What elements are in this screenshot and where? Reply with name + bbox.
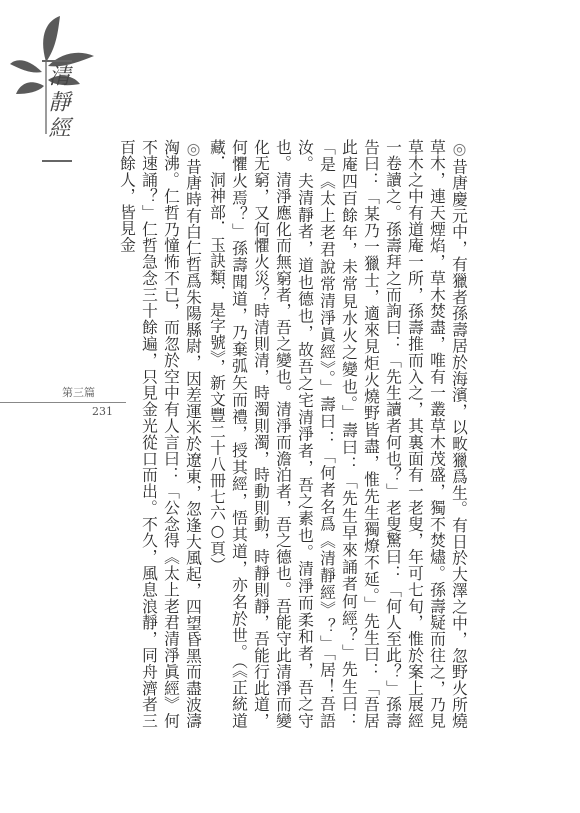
paragraph-text: 昔唐時有白仁哲爲朱陽縣尉，因差運米於遼東，忽逢大風起，四望昏黑而盡波濤洶沸。仁哲乃憧怖不已，而忽於空中有人言曰：「公念得《太上老君清淨眞經》何不速誦？」仁哲急念三十餘遍，只見金光從口而出。不久，風息浪靜，同舟濟者三百餘人，皆見金 <box>118 139 203 729</box>
paragraph-2 <box>116 139 204 729</box>
main-text <box>100 139 470 729</box>
book-title: 清靜經 <box>45 64 70 142</box>
section-label: 第三篇 <box>62 386 95 399</box>
circle-mark-icon: ◎ <box>450 139 469 159</box>
paragraph-1 <box>206 139 470 729</box>
circle-mark-icon: ◎ <box>184 139 203 159</box>
page-number: 231 <box>92 405 113 418</box>
paragraph-text: 昔唐慶元中，有獵者孫壽居於海濱，以畋獵爲生。有日於大澤之中，忽野火所燒草木，連天煙焰，草木焚盡，唯有一叢草木茂盛，獨不焚燼。孫壽疑而往之，乃見草木之中有道庵一所，孫壽推而入之，其裏面有一老叟，年可七旬，惟於案上展經一卷讀之。孫壽拜之而詢曰：「先生讀者何也？」老叟驚曰：「何人至此？」孫壽告曰：「某乃一獵士，適來見炬火燒野皆盡，惟先生獨燎不延。」先生曰：「吾居此庵四百餘年，未常見水火之變也。」壽曰：「先生早來誦者何經？」先生曰：「是《太上老君說常清淨眞經》。」壽曰：「何者名爲《清靜經》？」「居！吾語汝。夫清靜者，道也德也，故吾之宅清淨者，吾之素也。清淨而柔和者，吾之守也。清淨應化而無窮者，吾之變也。清淨而澹泊者，吾之德也。吾能守此清淨而變化无窮，又何懼火災？時清則清，時濁則濁，時動則動，時靜則靜，吾能行此道，何懼火焉？」孫壽聞道，乃棄弧矢而禮，授其經，悟其道，亦名於世。（《正統道藏．洞神部．玉訣類．是字號》，新文豐二十八冊七六○頁） <box>208 139 469 729</box>
